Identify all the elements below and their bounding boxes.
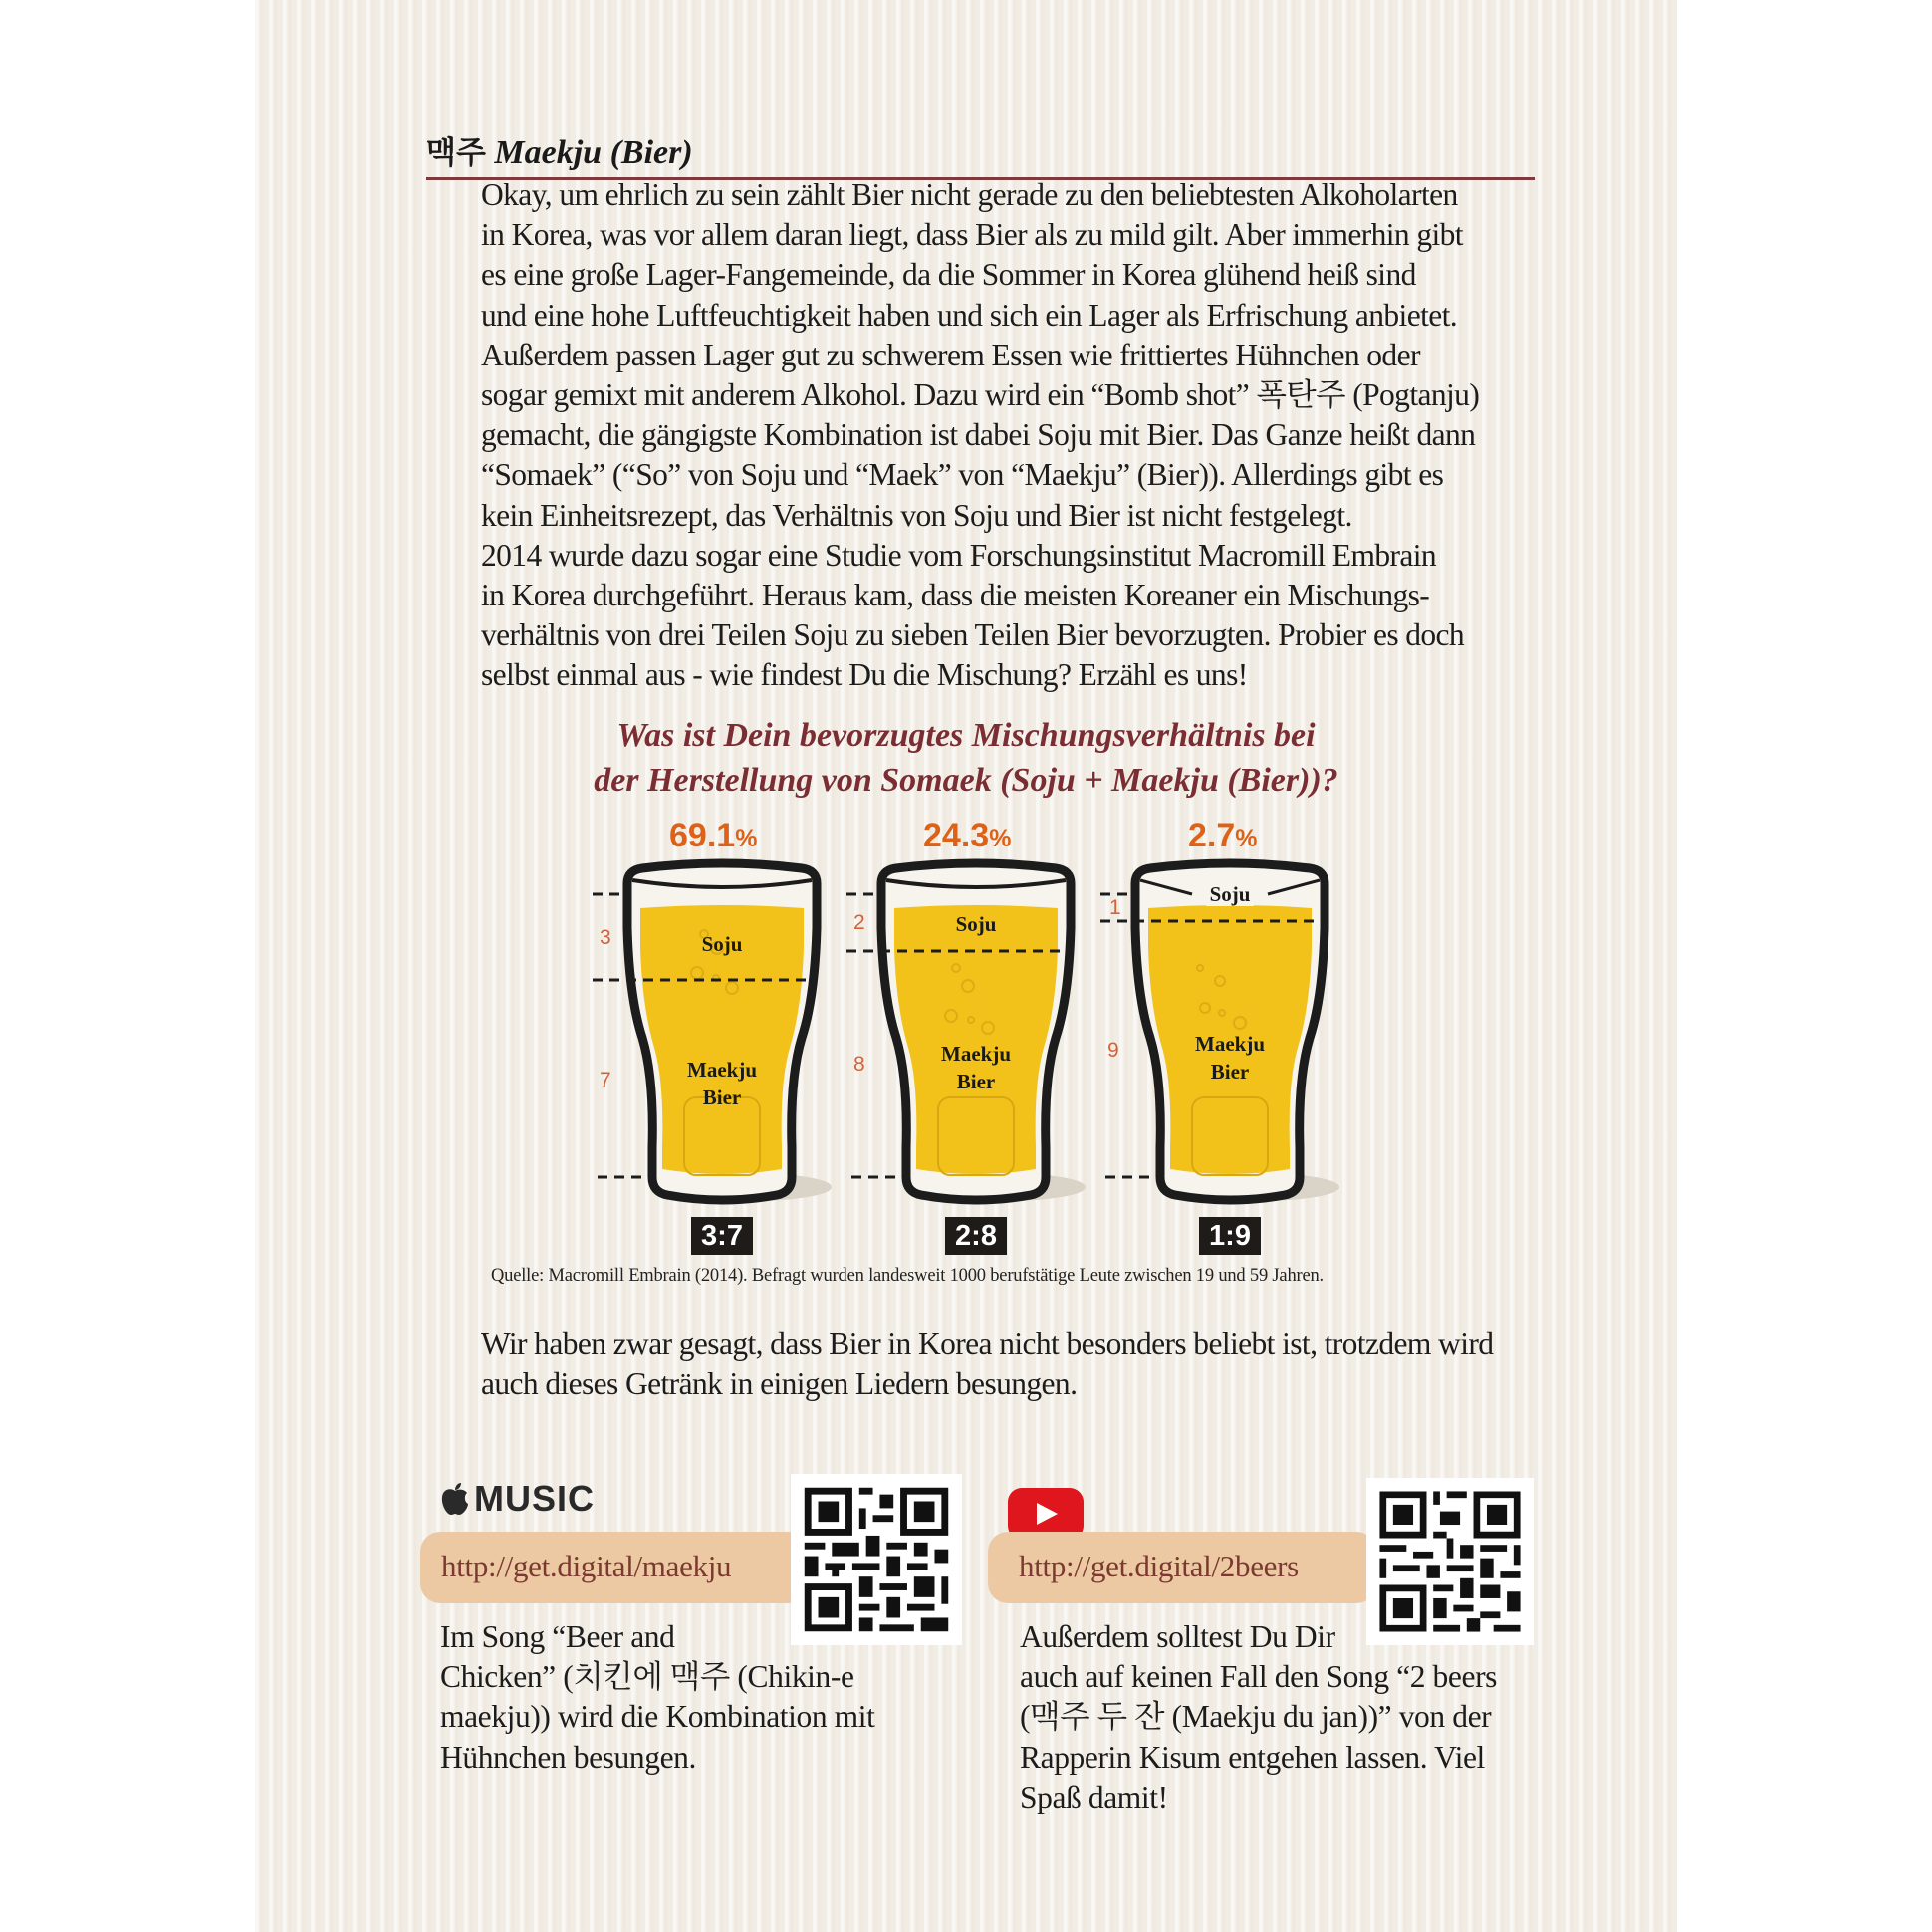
soju-label-1: Soju <box>701 932 743 956</box>
music-service-label: MUSIC <box>474 1478 595 1519</box>
intro-line: 2014 wurde dazu sogar eine Studie vom Forschungsinstitut Macromill Embrain <box>481 537 1437 573</box>
ratio-badge-2: 2:8 <box>945 1217 1007 1255</box>
percent-value: 69.1 <box>669 817 736 854</box>
desc-line: Außerdem solltest Du Dir <box>1020 1619 1335 1654</box>
beer-label-line: Bier <box>956 1070 996 1093</box>
ratio-badge-1: 3:7 <box>691 1217 753 1255</box>
soju-label-2: Soju <box>955 912 997 936</box>
percent-unit: % <box>735 825 758 852</box>
link-maekju[interactable]: http://get.digital/maekju <box>441 1549 732 1583</box>
intro-line: in Korea durchgeführt. Heraus kam, dass die meisten Koreaner ein Mischungs- <box>481 578 1430 613</box>
chart-title-line: der Herstellung von Somaek (Soju + Maekju (Bier))? <box>594 762 1338 799</box>
percent-unit: % <box>1235 825 1258 852</box>
beer-parts-1: 7 <box>600 1069 611 1091</box>
intro-line: verhältnis von drei Teilen Soju zu sieben Teilen Bier bevorzugten. Probier es doch <box>481 617 1465 653</box>
intro-line: gemacht, die gängigste Kombination ist dabei Soju mit Bier. Das Ganze heißt dann <box>481 417 1476 453</box>
apple-music-logo <box>440 1478 595 1520</box>
intro-line: in Korea, was vor allem daran liegt, dass Bier als zu mild gilt. Aber immerhin gibt <box>481 217 1463 253</box>
desc-line: Rapperin Kisum entgehen lassen. Viel <box>1020 1739 1485 1775</box>
soju-label-text: Soju <box>1206 882 1255 906</box>
beer-label-line: Maekju <box>687 1058 757 1082</box>
chart-source: Quelle: Macromill Embrain (2014). Befragt wurden landesweit 1000 berufstätige Leute zwischen 19 und 59 Jahren. <box>491 1266 1324 1286</box>
beer-label-2 <box>916 1040 1036 1095</box>
intro-line: es eine große Lager-Fangemeinde, da die Sommer in Korea glühend heiß sind <box>481 257 1416 293</box>
beer-label-line: Maekju <box>1195 1032 1265 1056</box>
beer-label-3 <box>1170 1030 1290 1086</box>
desc-line: Chicken” (치킨에 맥주 (Chikin-e <box>440 1659 854 1695</box>
beer-label-line: Bier <box>1210 1060 1250 1084</box>
soju-label-3 <box>1170 880 1290 908</box>
desc-line: Hühnchen besungen. <box>440 1739 696 1775</box>
glass-3-7 <box>593 863 832 1201</box>
desc-line: maekju)) wird die Kombination mit <box>440 1699 875 1735</box>
intro-line: “Somaek” (“So” von Soju und “Maek” von “Maekju” (Bier)). Allerdings gibt es <box>481 457 1444 493</box>
intro-line: Okay, um ehrlich zu sein zählt Bier nicht gerade zu den beliebtesten Alkoholarten <box>481 177 1458 212</box>
soju-parts-1: 3 <box>600 926 611 949</box>
heading-latin: Maekju (Bier) <box>494 134 693 171</box>
desc-line: (맥주 두 잔 (Maekju du jan))” von der <box>1020 1699 1492 1735</box>
song-description-maekju <box>440 1617 874 1778</box>
intro-line: kein Einheitsrezept, das Verhältnis von Soju und Bier ist nicht festgelegt. <box>481 497 1352 533</box>
intro-line: und eine hohe Luftfeuchtigkeit haben und sich ein Lager als Erfrischung anbietet. <box>481 297 1458 333</box>
chart-title-line: Was ist Dein bevorzugtes Mischungsverhältnis bei <box>616 717 1316 754</box>
outro-line: auch dieses Getränk in einigen Liedern besungen. <box>481 1366 1078 1402</box>
beer-label-1 <box>662 1056 782 1111</box>
beer-label-line: Maekju <box>941 1042 1011 1066</box>
percent-value: 2.7 <box>1188 817 1236 854</box>
beer-parts-3: 9 <box>1107 1039 1119 1062</box>
soju-parts-2: 2 <box>853 911 865 934</box>
percent-unit: % <box>989 825 1012 852</box>
apple-music-icon <box>440 1482 470 1516</box>
song-description-2beers <box>1020 1617 1497 1817</box>
desc-line: Spaß damit! <box>1020 1779 1168 1814</box>
beer-label-line: Bier <box>702 1086 742 1109</box>
percent-value: 24.3 <box>923 817 990 854</box>
intro-line: selbst einmal aus - wie findest Du die Mischung? Erzähl es uns! <box>481 657 1248 693</box>
link-2beers[interactable]: http://get.digital/2beers <box>1019 1549 1299 1583</box>
desc-line: Im Song “Beer and <box>440 1619 675 1654</box>
outro-line: Wir haben zwar gesagt, dass Bier in Korea nicht besonders beliebt ist, trotzdem wird <box>481 1327 1494 1361</box>
intro-line: Außerdem passen Lager gut zu schwerem Essen wie frittiertes Hühnchen oder <box>481 337 1420 372</box>
desc-line: auch auf keinen Fall den Song “2 beers <box>1020 1659 1498 1695</box>
soju-parts-3: 1 <box>1109 896 1121 919</box>
beer-parts-2: 8 <box>853 1053 865 1076</box>
heading-korean: 맥주 <box>426 135 486 171</box>
intro-line: sogar gemixt mit anderem Alkohol. Dazu wird ein “Bomb shot” 폭탄주 (Pogtanju) <box>481 377 1480 413</box>
outro-paragraph <box>481 1325 1493 1404</box>
ratio-badge-3: 1:9 <box>1199 1217 1261 1255</box>
